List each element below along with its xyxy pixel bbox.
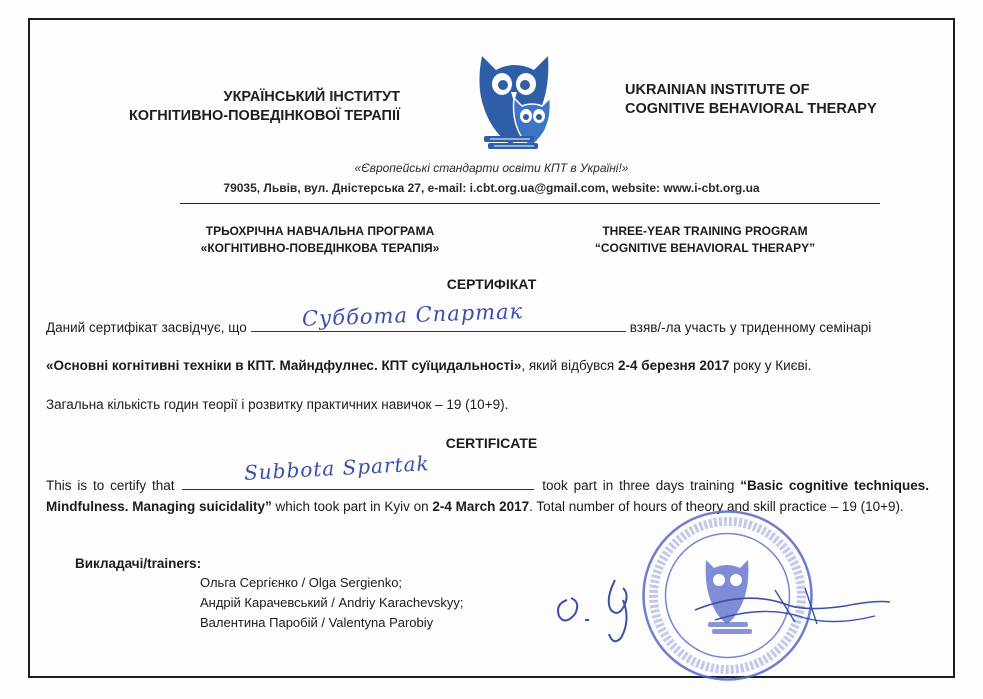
hours-line-ua: Загальна кількість годин теорії і розвитку практичних навичок – 19 (10+9). — [46, 397, 509, 412]
trainers-heading: Викладачі/trainers: — [75, 556, 202, 571]
trainer-item: Ольга Сергієнко / Olga Sergienko; — [200, 575, 403, 590]
institute-name-en: UKRAINIAN INSTITUTE OF COGNITIVE BEHAVIORAL THERAPY — [625, 82, 877, 117]
handwritten-name-en: Subbota Spartak — [243, 451, 431, 485]
trainer-signature-icon — [545, 560, 905, 650]
motto: «Європейські стандарти освіти КПТ в Україні!» — [354, 161, 629, 175]
trainer-item: Андрій Карачевський / Andriy Karachevskyy; — [200, 595, 464, 610]
divider — [180, 203, 880, 204]
certificate-heading-ua: СЕРТИФІКАТ — [446, 276, 537, 292]
certify-paragraph-en: This is to certify that took part in three days training “Basic cognitive techniques. Mindfulness. Managing suicidality” which took part in Kyiv on 2-4 March 2017. Total number of hours of theory and skill practice – 19 (10+9). — [46, 478, 929, 514]
contact-address: 79035, Львів, вул. Дністерська 27, e-mail: i.cbt.org.ua@gmail.com, website: www.i-cbt.org.ua — [223, 181, 760, 195]
program-title-en: THREE-YEAR TRAINING PROGRAM “COGNITIVE BEHAVIORAL THERAPY” — [594, 224, 816, 255]
program-title-ua: ТРЬОХРІЧНА НАВЧАЛЬНА ПРОГРАМА «КОГНІТИВНО-ПОВЕДІНКОВА ТЕРАПІЯ» — [200, 224, 440, 255]
handwritten-name-ua: Суббота Спартак — [301, 299, 524, 331]
certify-line-ua: Даний сертифікат засвідчує, що взяв/-ла участь у триденному семінарі — [46, 320, 872, 335]
certificate-heading-en: CERTIFICATE — [445, 435, 538, 451]
owl-logo-icon — [470, 48, 560, 153]
seminar-line-ua: «Основні когнітивні техніки в КПТ. Майндфулнес. КПТ суїцидальності», який відбувся 2-4 березня 2017 року у Києві. — [46, 358, 812, 373]
institute-name-ua: УКРАЇНСЬКИЙ ІНСТИТУТ КОГНІТИВНО-ПОВЕДІНКОВОЇ ТЕРАПІЇ — [128, 89, 400, 124]
trainer-item: Валентина Паробій / Valentyna Parobiy — [200, 615, 434, 630]
